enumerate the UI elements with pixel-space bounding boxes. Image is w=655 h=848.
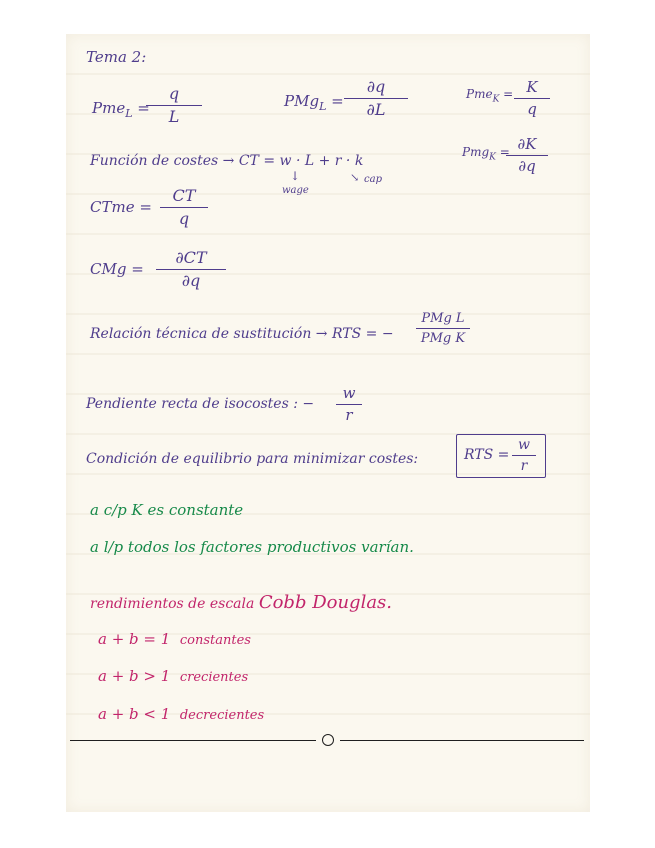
cap-note: cap — [364, 174, 382, 185]
wage-note: wage — [282, 185, 309, 196]
pme-l-fraction: q L — [146, 86, 202, 125]
cost-function: Función de costes → CT = w · L + r · k — [90, 153, 364, 169]
cobb-douglas-label: Cobb Douglas. — [258, 592, 393, 613]
pmg-l-fraction: ∂q ∂L — [344, 79, 408, 118]
pme-k-fraction: K q — [514, 80, 550, 117]
equilibrium-text: Condición de equilibrio para minimizar costes: — [86, 451, 419, 467]
divider-circle — [322, 734, 334, 746]
list-item: a + b = 1 constantes — [98, 630, 251, 648]
isocost-slope-fraction: w r — [336, 386, 362, 423]
cmg-label: CMg = — [90, 260, 144, 278]
equilibrium-box-label: RTS = — [464, 447, 510, 463]
rts-fraction: PMg L PMg K — [416, 312, 470, 345]
rts-text: Relación técnica de sustitución → RTS = − — [90, 326, 394, 342]
isocost-slope-text: Pendiente recta de isocostes : − — [86, 396, 315, 412]
list-item: a + b < 1 decrecientes — [98, 705, 265, 723]
divider-right — [340, 740, 584, 741]
arrow-diagonal-icon: ↘ — [350, 171, 360, 184]
pmg-k-label: Pmg$_K$ = — [462, 145, 510, 163]
ctme-fraction: CT q — [160, 188, 208, 227]
pmg-k-fraction: ∂K ∂q — [506, 137, 548, 174]
pmg-l-label: PMg$_L$ = — [284, 92, 344, 113]
returns-heading: rendimientos de escala Cobb Douglas. — [90, 592, 393, 613]
arrow-down-icon: ↓ — [290, 169, 301, 183]
list-item: a + b > 1 crecientes — [98, 667, 249, 685]
divider-left — [70, 740, 316, 741]
note-title: Tema 2: — [86, 48, 147, 66]
long-run-note: a l/p todos los factores productivos varían. — [90, 538, 414, 556]
cmg-fraction: ∂CT ∂q — [156, 250, 226, 289]
pme-l-label: Pme$_L$ = — [92, 99, 150, 120]
equilibrium-fraction: w r — [512, 438, 536, 473]
ctme-label: CTme = — [90, 198, 152, 216]
pme-k-label: Pme$_K$ = — [466, 87, 514, 105]
short-run-note: a c/p K es constante — [90, 501, 244, 519]
